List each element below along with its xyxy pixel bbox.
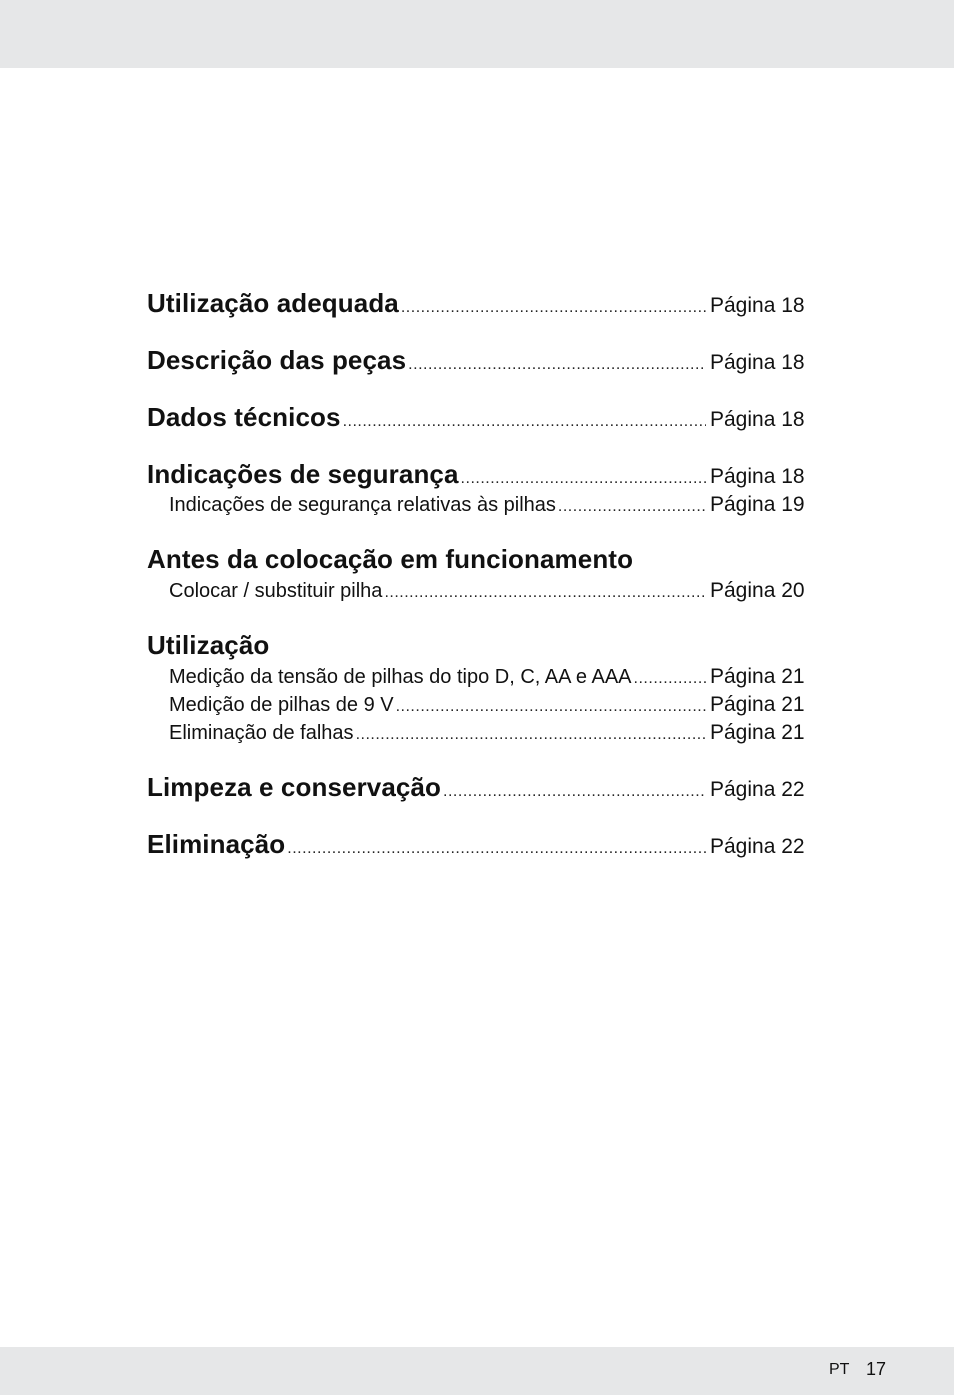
toc-section-utilizacao[interactable] — [147, 630, 803, 660]
toc-section-antes-da-colocacao[interactable] — [147, 544, 803, 574]
leader-dots — [634, 670, 706, 688]
toc-entry-dados-tecnicos[interactable] — [147, 402, 803, 432]
leader-dots — [396, 698, 706, 716]
toc-entry-page: Página 21 — [710, 721, 805, 744]
toc-subentry-medicao-9v[interactable] — [169, 692, 803, 718]
toc-section-title: Antes da colocação em funcionamento — [147, 544, 634, 574]
header-band — [0, 0, 954, 68]
toc-entry-title: Medição da tensão de pilhas do tipo D, C, AA e AAA — [169, 666, 632, 688]
leader-dots — [384, 584, 706, 602]
toc-section-title: Utilização — [147, 630, 270, 660]
toc-entry-page: Página 21 — [710, 665, 805, 688]
toc-entry-eliminacao[interactable] — [147, 829, 803, 859]
toc-entry-page: Página 19 — [710, 493, 805, 516]
toc-subentry-seguranca-pilhas[interactable] — [169, 492, 803, 518]
leader-dots — [408, 356, 706, 374]
toc-subentry-eliminacao-falhas[interactable] — [169, 720, 803, 746]
footer-page-number: 17 — [866, 1359, 887, 1379]
toc-subentry-colocar-substituir-pilha[interactable] — [169, 578, 803, 604]
toc-entry-page: Página 22 — [710, 778, 805, 801]
toc-entry-title: Colocar / substituir pilha — [169, 580, 383, 602]
toc-entry-page: Página 21 — [710, 693, 805, 716]
leader-dots — [401, 299, 706, 317]
toc-entry-page: Página 22 — [710, 835, 805, 858]
toc-entry-indicacoes-de-seguranca[interactable] — [147, 459, 803, 489]
toc-entry-title: Indicações de segurança — [147, 459, 459, 489]
leader-dots — [443, 783, 706, 801]
toc-entry-limpeza-conservacao[interactable] — [147, 772, 803, 802]
leader-dots — [558, 498, 706, 516]
toc-entry-title: Eliminação de falhas — [169, 722, 354, 744]
toc-entry-title: Indicações de segurança relativas às pilhas — [169, 494, 556, 516]
toc-entry-page: Página 18 — [710, 465, 805, 488]
toc-entry-title: Utilização adequada — [147, 288, 399, 318]
toc-entry-title: Medição de pilhas de 9 V — [169, 694, 394, 716]
footer-language: PT — [829, 1361, 850, 1378]
toc-entry-title: Eliminação — [147, 829, 286, 859]
toc-entry-page: Página 18 — [710, 294, 805, 317]
toc-entry-page: Página 18 — [710, 351, 805, 374]
leader-dots — [461, 470, 706, 488]
toc-entry-title: Limpeza e conservação — [147, 772, 442, 802]
toc-entry-utilizacao-adequada[interactable] — [147, 288, 803, 318]
toc-entry-page: Página 18 — [710, 408, 805, 431]
toc-entry-title: Dados técnicos — [147, 402, 341, 432]
leader-dots — [343, 413, 706, 431]
toc-entry-page: Página 20 — [710, 579, 805, 602]
toc-subentry-medicao-tensao[interactable] — [169, 664, 803, 690]
footer-band — [0, 1347, 954, 1395]
leader-dots — [356, 726, 706, 744]
toc-entry-title: Descrição das peças — [147, 345, 407, 375]
leader-dots — [287, 840, 706, 858]
toc-entry-descricao-das-pecas[interactable] — [147, 345, 803, 375]
